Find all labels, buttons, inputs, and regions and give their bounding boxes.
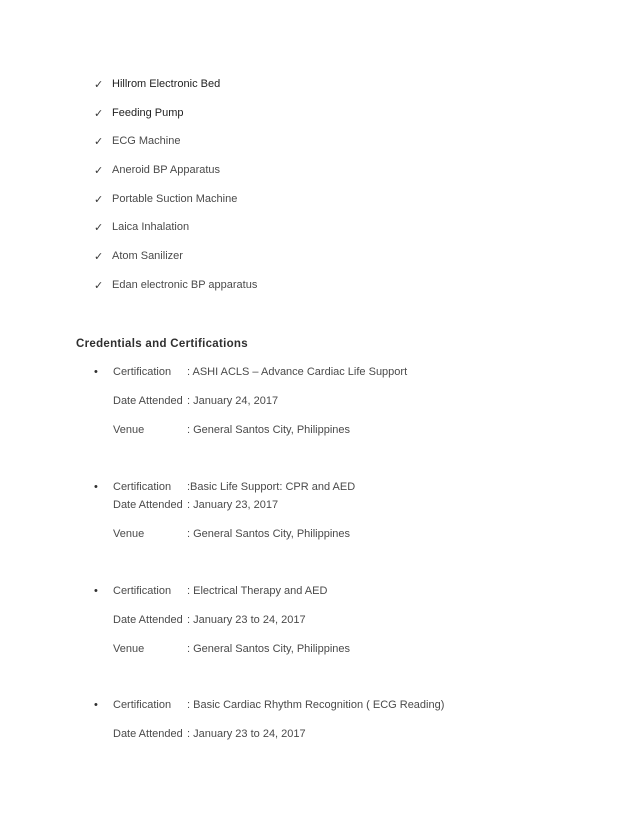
- venue-label: Venue: [113, 528, 145, 540]
- venue-label: Venue: [113, 643, 145, 655]
- equipment-label: Edan electronic BP apparatus: [112, 278, 258, 291]
- certification-value: : ASHI ACLS – Advance Cardiac Life Support: [187, 366, 408, 378]
- equipment-item-edan-bp: [94, 279, 257, 308]
- bullet-icon: •: [94, 699, 98, 711]
- venue-value: : General Santos City, Philippines: [187, 424, 351, 436]
- section-title: Credentials and Certifications: [76, 338, 248, 350]
- equipment-item-suction-machine: [94, 193, 257, 222]
- equipment-label: Hillrom Electronic Bed: [112, 78, 221, 90]
- equipment-item-laica-inhalation: [94, 221, 257, 250]
- date-value: : January 23 to 24, 2017: [187, 728, 306, 740]
- certification-label: Certification: [113, 699, 172, 711]
- checkmark-icon: ✓: [94, 222, 104, 235]
- equipment-item-atom-sanilizer: [94, 250, 257, 279]
- bullet-icon: •: [94, 481, 98, 493]
- date-value: : January 24, 2017: [187, 395, 279, 407]
- date-value: : January 23 to 24, 2017: [187, 614, 306, 626]
- equipment-label: Atom Sanilizer: [112, 250, 183, 263]
- certification-value: : Basic Cardiac Rhythm Recognition ( ECG Reading): [187, 699, 445, 711]
- date-label: Date Attended: [113, 499, 183, 511]
- equipment-list: [94, 78, 257, 308]
- checkmark-icon: ✓: [94, 165, 104, 178]
- equipment-item-hillrom-bed: [94, 78, 257, 107]
- bullet-icon: •: [94, 585, 98, 597]
- certification-label: Certification: [113, 481, 172, 493]
- equipment-item-feeding-pump: [94, 107, 257, 136]
- date-label: Date Attended: [113, 728, 183, 740]
- equipment-label: Feeding Pump: [112, 106, 184, 119]
- venue-value: : General Santos City, Philippines: [187, 528, 351, 540]
- checkmark-icon: ✓: [94, 136, 104, 149]
- certification-label: Certification: [113, 585, 172, 597]
- checkmark-icon: ✓: [94, 107, 104, 120]
- certification-value: : Electrical Therapy and AED: [187, 585, 328, 597]
- equipment-label: Laica Inhalation: [112, 221, 190, 234]
- checkmark-icon: ✓: [94, 79, 104, 91]
- bullet-icon: •: [94, 366, 98, 378]
- equipment-label: Aneroid BP Apparatus: [112, 164, 221, 177]
- certification-value: :Basic Life Support: CPR and AED: [187, 481, 356, 493]
- checkmark-icon: ✓: [94, 279, 104, 292]
- equipment-label: Portable Suction Machine: [112, 192, 238, 205]
- date-value: : January 23, 2017: [187, 499, 279, 511]
- venue-label: Venue: [113, 424, 145, 436]
- checkmark-icon: ✓: [94, 193, 104, 206]
- equipment-label: ECG Machine: [112, 135, 181, 148]
- certification-label: Certification: [113, 366, 172, 378]
- date-label: Date Attended: [113, 395, 183, 407]
- venue-value: : General Santos City, Philippines: [187, 643, 351, 655]
- equipment-item-aneroid-bp: [94, 164, 257, 193]
- checkmark-icon: ✓: [94, 251, 104, 264]
- date-label: Date Attended: [113, 614, 183, 626]
- equipment-item-ecg-machine: [94, 135, 257, 164]
